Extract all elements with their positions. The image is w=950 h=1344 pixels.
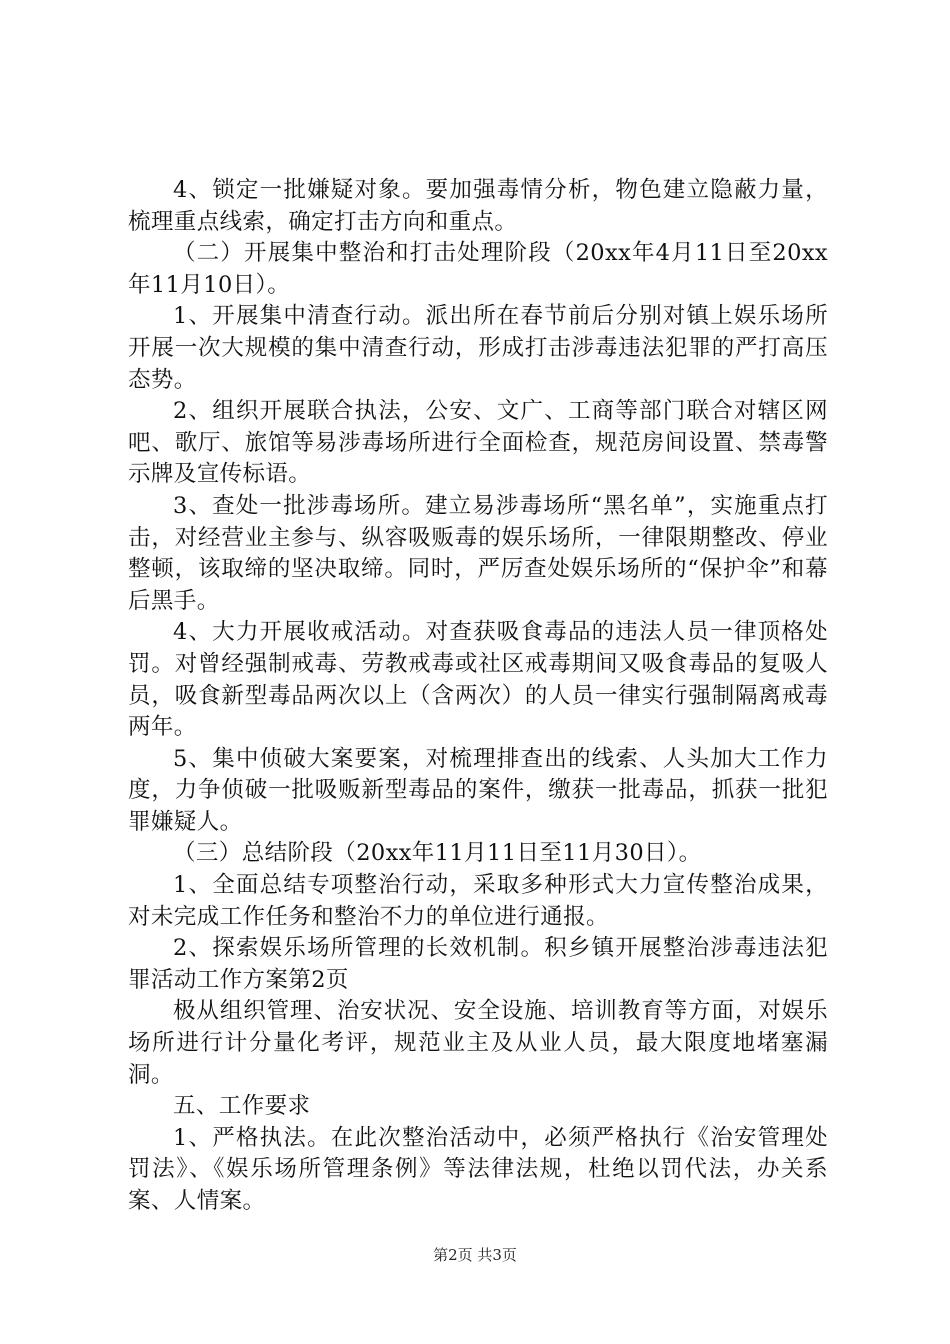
paragraph-summary: 1、全面总结专项整治行动，采取多种形式大力宣传整治成果，对未完成工作任务和整治不力的单位进行通报。 <box>128 872 828 930</box>
document-body <box>128 175 828 1218</box>
paragraph-target-suspects: 4、锁定一批嫌疑对象。要加强毒情分析，物色建立隐蔽力量，梳理重点线索，确定打击方向和重点。 <box>128 177 828 235</box>
paragraph-assessment: 极从组织管理、治安状况、安全设施、培训教育等方面，对娱乐场所进行计分量化考评，规范业主及从业人员，最大限度地堵塞漏洞。 <box>128 998 828 1088</box>
paragraph-concentrated-inspection: 1、开展集中清查行动。派出所在春节前后分别对镇上娱乐场所开展一次大规模的集中清查行动，形成打击涉毒违法犯罪的严打高压态势。 <box>128 303 828 393</box>
paragraph-rehab-activity: 4、大力开展收戒活动。对查获吸食毒品的违法人员一律顶格处罚。对曾经强制戒毒、劳教戒毒或社区戒毒期间又吸食毒品的复吸人员，吸食新型毒品两次以上（含两次）的人员一律实行强制隔离戒毒两年。 <box>128 619 828 741</box>
paragraph-long-term-mechanism: 2、探索娱乐场所管理的长效机制。积乡镇开展整治涉毒违法犯罪活动工作方案第2页 <box>128 935 828 993</box>
paragraph-major-cases: 5、集中侦破大案要案，对梳理排查出的线索、人头加大工作力度，力争侦破一批吸贩新型毒品的案件，缴获一批毒品，抓获一批犯罪嫌疑人。 <box>128 745 828 835</box>
page-number-footer: 第2页 共3页 <box>433 1246 517 1264</box>
heading-stage-two: （二）开展集中整治和打击处理阶段（20xx年4月11日至20xx年11月10日）。 <box>128 240 828 298</box>
heading-work-requirements: 五、工作要求 <box>173 1093 311 1120</box>
heading-stage-three: （三）总结阶段（20xx年11月11日至11月30日）。 <box>173 840 702 867</box>
paragraph-strict-enforcement: 1、严格执法。在此次整治活动中，必须严格执行《治安管理处罚法》、《娱乐场所管理条例》等法律法规，杜绝以罚代法，办关系案、人情案。 <box>128 1124 828 1214</box>
paragraph-investigate-venues: 3、查处一批涉毒场所。建立易涉毒场所“黑名单”，实施重点打击，对经营业主参与、纵容吸贩毒的娱乐场所，一律限期整改、停业整顿，该取缔的坚决取缔。同时，严厉查处娱乐场所的“保护伞”和幕后黑手。 <box>128 492 828 614</box>
paragraph-joint-enforcement: 2、组织开展联合执法，公安、文广、工商等部门联合对辖区网吧、歌厅、旅馆等易涉毒场所进行全面检查，规范房间设置、禁毒警示牌及宣传标语。 <box>128 398 828 488</box>
